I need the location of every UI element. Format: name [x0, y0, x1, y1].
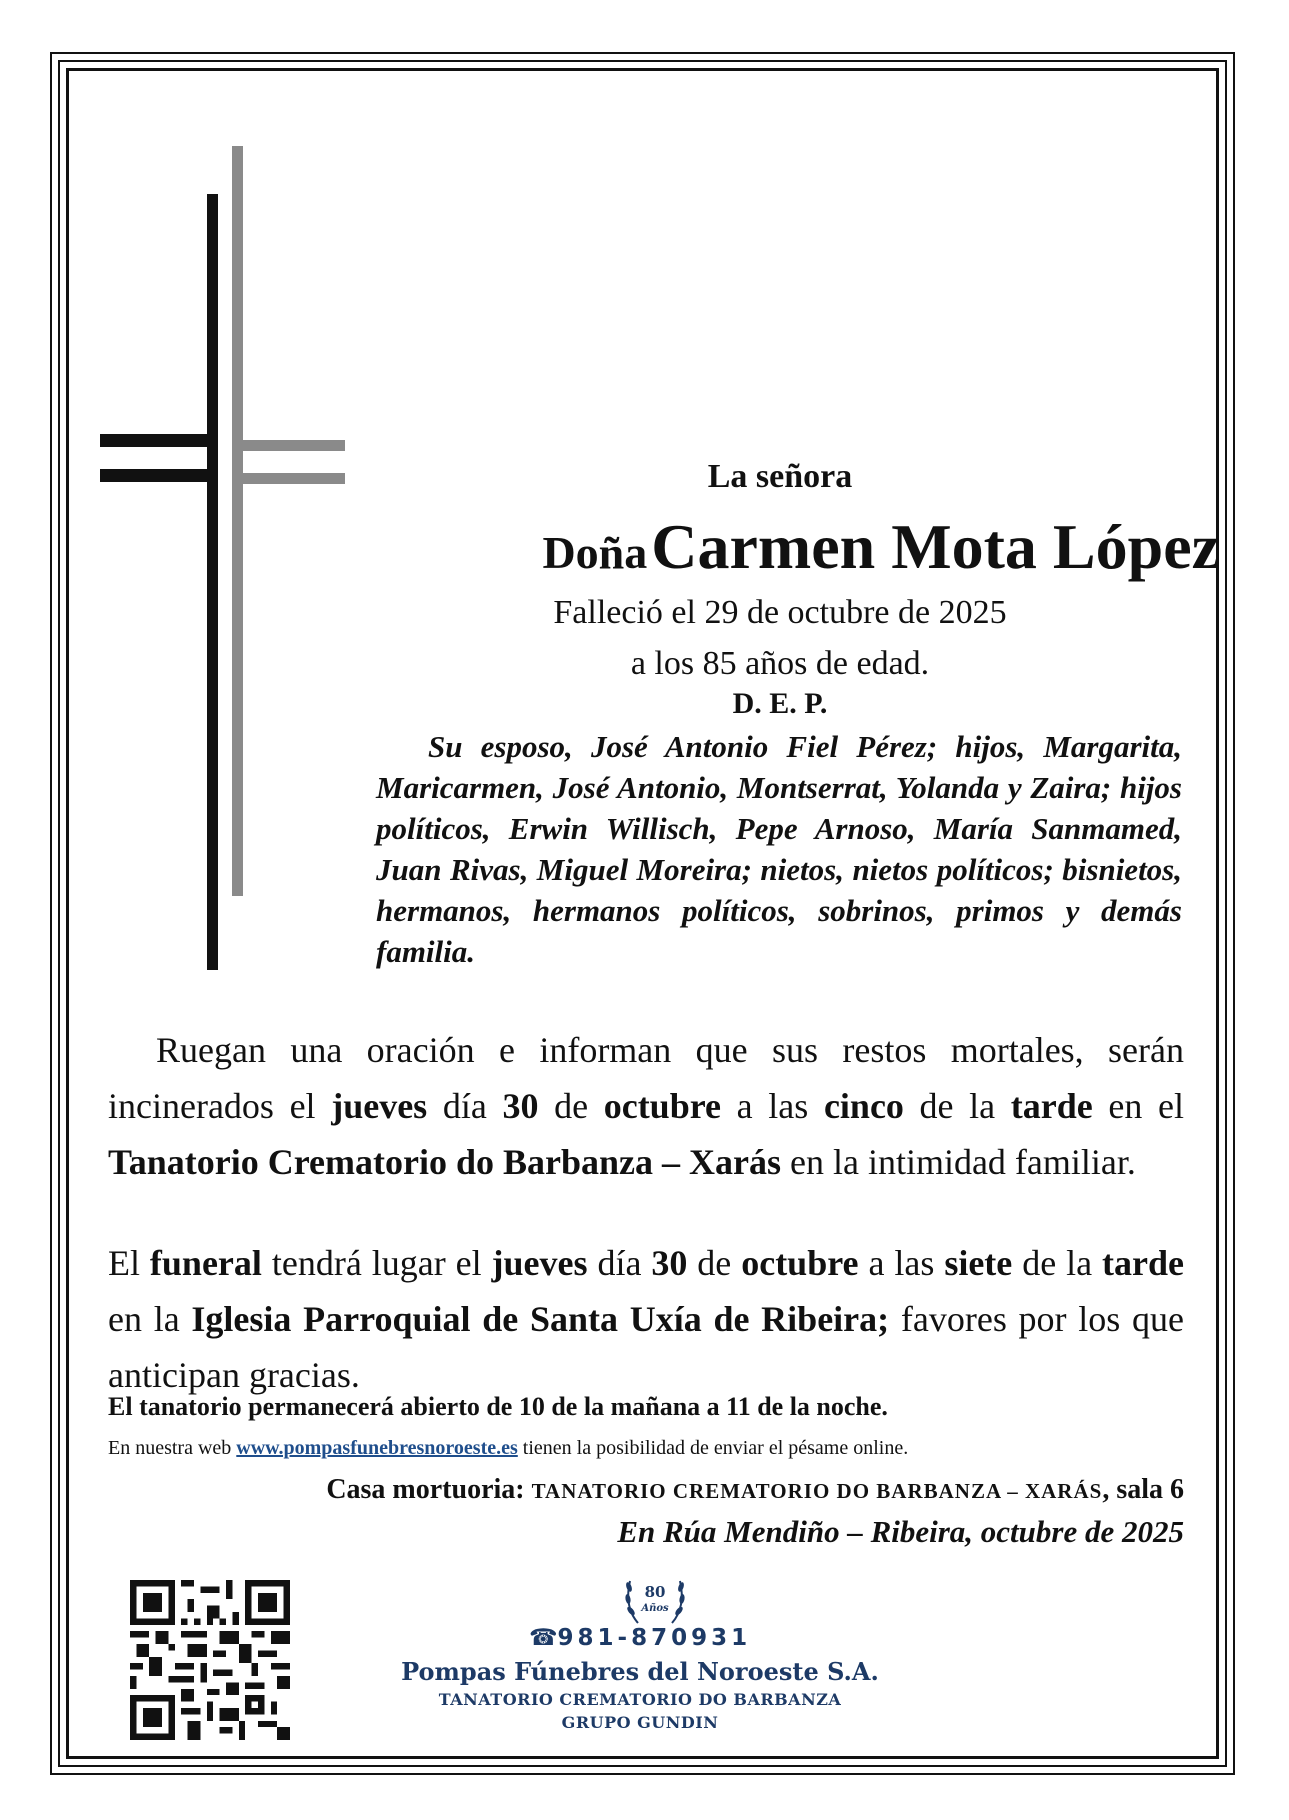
rip-text: D. E. P. [732, 687, 828, 720]
website-link[interactable]: www.pompasfunebresnoroeste.es [236, 1437, 518, 1459]
tanatorio-hours: El tanatorio permanecerá abierto de 10 de la mañana a 11 de la noche. [108, 1392, 888, 1421]
death-date-line: Falleció el 29 de octubre de 2025 [553, 594, 1007, 631]
cross-icon [95, 140, 355, 980]
anniversary-number: 80 [644, 1583, 666, 1601]
phone-icon: ☎ [528, 1625, 558, 1651]
anniversary-word: Años [641, 1603, 669, 1614]
laurel-badge-icon [620, 1565, 690, 1629]
funeral-paragraph: El funeral tendrá lugar el jueves día 30 de octubre a las siete de la tarde en la Iglesia Parroquial de Santa Uxía de Ribeira; favores por los que anticipan gracias. [108, 1243, 1184, 1395]
web-notice: En nuestra web www.pompasfunebresnoroeste.es tienen la posibilidad de enviar el pésame online. [108, 1437, 909, 1459]
cremation-paragraph: Ruegan una oración e informan que sus restos mortales, serán incinerados el jueves día 30 de octubre a las cinco de la tarde en el Tanatorio Crematorio do Barbanza – Xarás en la intimidad familiar. [108, 1030, 1185, 1182]
deceased-name [380, 510, 1220, 584]
company-name: Pompas Fúnebres del Noroeste S.A. [401, 1657, 879, 1686]
casa-mortuoria: Casa mortuoria: TANATORIO CREMATORIO DO BARBANZA – XARÁS, sala 6 [326, 1474, 1184, 1505]
qr-code[interactable] [130, 1580, 290, 1740]
family-paragraph: Su esposo, José Antonio Fiel Pérez; hijos, Margarita, Maricarmen, José Antonio, Montserrat, Yolanda y Zaira; hijos políticos, Erwin Willisch, Pepe Arnoso, María Sanmamed, Juan Rivas, Miguel Moreira; nietos, nietos políticos; bisnietos, hermanos, hermanos políticos, sobrinos, primos y demás familia. [376, 729, 1182, 969]
title-prefix: La señora [707, 458, 853, 495]
deceased-portrait [672, 134, 892, 444]
company-group: GRUPO GUNDIN [561, 1713, 719, 1732]
name-honorific: Doña [542, 527, 648, 578]
age-line: a los 85 años de edad. [630, 645, 930, 682]
company-subtitle: TANATORIO CREMATORIO DO BARBANZA [438, 1690, 842, 1709]
phone-number[interactable]: 981-870931 [557, 1625, 752, 1651]
phone-line [440, 1625, 840, 1651]
location-date: En Rúa Mendiño – Ribeira, octubre de 2025 [617, 1514, 1184, 1549]
name-main: Carmen Mota López [651, 511, 1220, 582]
